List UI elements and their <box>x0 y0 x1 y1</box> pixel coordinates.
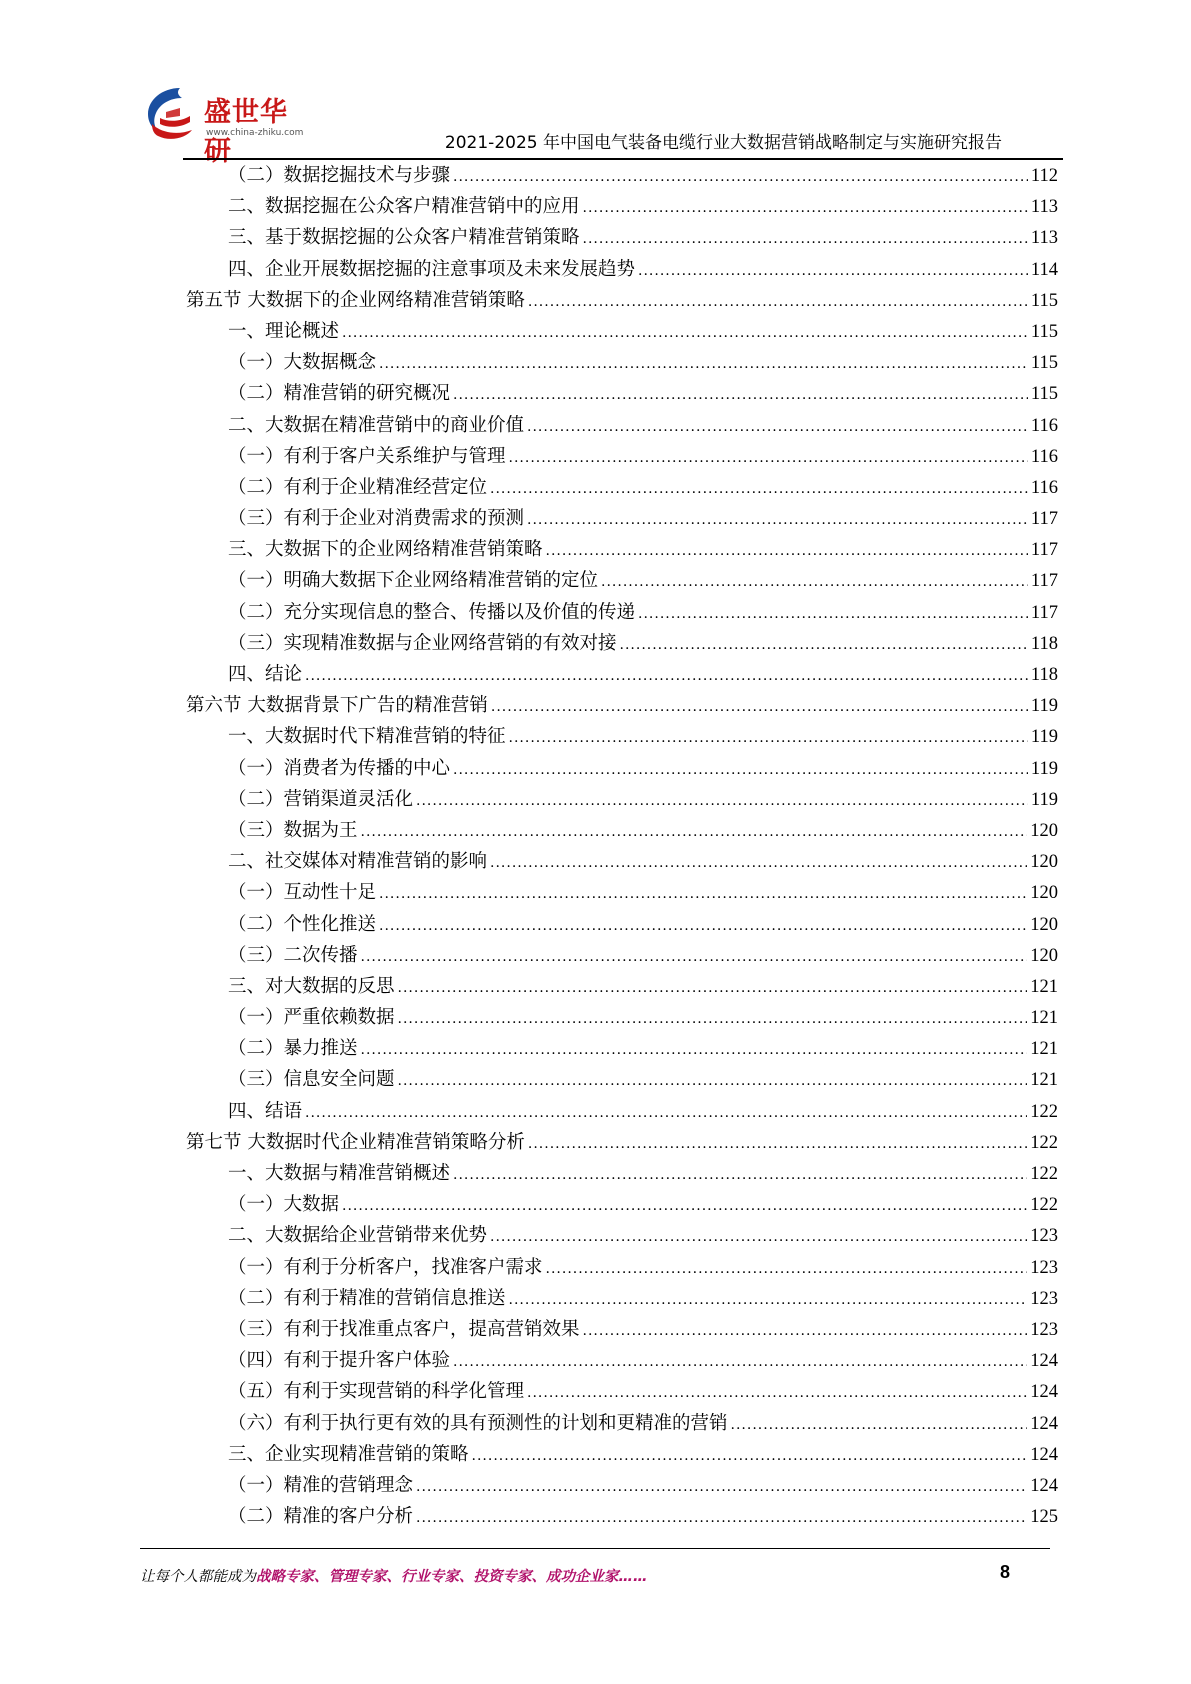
toc-entry-page: 120 <box>1030 914 1058 935</box>
toc-entry-page: 116 <box>1030 477 1058 498</box>
toc-entry-page: 121 <box>1030 1008 1058 1029</box>
toc-entry-title: （二）个性化推送 <box>228 913 377 935</box>
toc-entry-page: 112 <box>1030 166 1058 186</box>
toc-leader-dots <box>527 412 1028 443</box>
toc-entry-page: 119 <box>1030 758 1058 779</box>
toc-entry-title: 三、大数据下的企业网络精准营销策略 <box>228 539 543 561</box>
toc-leader-dots <box>509 1285 1028 1316</box>
toc-entry-page: 122 <box>1030 1164 1058 1184</box>
toc-entry[interactable] <box>186 378 1058 409</box>
toc-entry-page: 121 <box>1030 1039 1058 1060</box>
toc-entry-page: 114 <box>1030 259 1058 280</box>
toc-entry[interactable] <box>186 1220 1058 1251</box>
report-title: 2021-2025 年中国电气装备电缆行业大数据营销战略制定与实施研究报告 <box>444 133 1002 153</box>
toc-entry-page: 120 <box>1030 883 1058 904</box>
toc-leader-dots <box>528 287 1028 318</box>
toc-entry[interactable] <box>186 316 1058 347</box>
toc-entry-title: 二、大数据给企业营销带来优势 <box>228 1225 488 1247</box>
toc-entry-title: 三、对大数据的反思 <box>228 975 395 997</box>
toc-entry-page: 122 <box>1030 1132 1058 1153</box>
toc-entry-title: （二）暴力推送 <box>228 1038 358 1060</box>
toc-entry[interactable] <box>186 1096 1058 1127</box>
toc-leader-dots <box>453 1347 1027 1378</box>
toc-entry-title: （一）有利于客户关系维护与管理 <box>228 445 506 467</box>
toc-entry-title: （四）有利于提升客户体验 <box>228 1350 451 1372</box>
toc-entry[interactable] <box>186 1501 1058 1532</box>
toc-leader-dots <box>583 224 1028 255</box>
toc-leader-dots <box>638 256 1028 287</box>
toc-leader-dots <box>472 1441 1028 1472</box>
toc-entry-title: （一）互动性十足 <box>228 882 377 904</box>
toc-leader-dots <box>379 349 1028 380</box>
toc-leader-dots <box>583 193 1028 224</box>
toc-entry-page: 120 <box>1030 820 1058 841</box>
toc-entry-page: 122 <box>1030 1195 1058 1216</box>
toc-entry-page: 117 <box>1030 602 1058 623</box>
page-number: 8 <box>1000 1562 1011 1582</box>
logo-text: 盛世华研 <box>204 97 288 167</box>
toc-leader-dots <box>509 443 1028 474</box>
toc-entry[interactable] <box>186 1252 1058 1283</box>
toc-entry-page: 116 <box>1030 415 1058 436</box>
toc-entry-page: 124 <box>1030 1382 1058 1403</box>
toc-entry[interactable] <box>186 1064 1058 1095</box>
toc-entry-page: 118 <box>1030 633 1058 654</box>
company-logo <box>140 82 310 167</box>
toc-leader-dots <box>509 723 1028 754</box>
toc-leader-dots <box>398 1004 1028 1035</box>
toc-entry-title: （二）充分实现信息的整合、传播以及价值的传递 <box>228 601 636 623</box>
toc-entry-page: 121 <box>1030 976 1058 997</box>
toc-entry-title: （一）大数据 <box>228 1194 340 1216</box>
toc-entry[interactable] <box>186 628 1058 659</box>
toc-entry[interactable] <box>186 846 1058 877</box>
toc-leader-dots <box>453 380 1028 411</box>
toc-entry-page: 117 <box>1030 571 1058 592</box>
toc-entry-title: （二）营销渠道灵活化 <box>228 788 414 810</box>
toc-entry-page: 123 <box>1030 1226 1058 1247</box>
toc-entry[interactable] <box>186 565 1058 596</box>
toc-entry[interactable] <box>186 191 1058 222</box>
toc-entry[interactable] <box>186 1127 1058 1158</box>
toc-entry-page: 122 <box>1030 1101 1058 1122</box>
toc-leader-dots <box>416 786 1028 817</box>
toc-entry-title: 二、数据挖掘在公众客户精准营销中的应用 <box>228 196 580 218</box>
toc-entry-title: （二）数据挖掘技术与步骤 <box>228 165 451 186</box>
toc-entry-page: 124 <box>1030 1351 1058 1372</box>
toc-entry-page: 125 <box>1030 1507 1058 1528</box>
toc-entry-title: （一）大数据概念 <box>228 352 377 374</box>
toc-entry[interactable] <box>186 503 1058 534</box>
toc-entry-title: 四、企业开展数据挖掘的注意事项及未来发展趋势 <box>228 258 636 280</box>
toc-entry-page: 115 <box>1030 290 1058 311</box>
toc-leader-dots <box>379 879 1027 910</box>
toc-entry[interactable] <box>186 721 1058 752</box>
toc-entry-page: 118 <box>1030 665 1058 685</box>
toc-entry-title: （三）有利于找准重点客户，提高营销效果 <box>228 1318 580 1340</box>
toc-entry[interactable] <box>186 1283 1058 1314</box>
toc-entry-page: 123 <box>1030 1319 1058 1340</box>
toc-entry[interactable] <box>186 597 1058 628</box>
toc-leader-dots <box>583 1316 1028 1347</box>
footer-prefix: 让每个人都能成为 <box>140 1569 256 1585</box>
toc-leader-dots <box>416 1503 1027 1534</box>
toc-entry[interactable] <box>186 160 1058 191</box>
toc-entry-title: 四、结语 <box>228 1100 303 1122</box>
toc-entry[interactable] <box>186 877 1058 908</box>
toc-entry-title: 一、大数据时代下精准营销的特征 <box>228 726 506 748</box>
toc-entry-title: （五）有利于实现营销的科学化管理 <box>228 1381 525 1403</box>
toc-entry[interactable] <box>186 441 1058 472</box>
toc-leader-dots <box>305 661 1028 692</box>
toc-entry[interactable] <box>186 472 1058 503</box>
toc-entry[interactable] <box>186 285 1058 316</box>
toc-leader-dots <box>546 536 1028 567</box>
toc-entry-title: 第五节 大数据下的企业网络精准营销策略 <box>186 289 525 311</box>
toc-entry-title: 二、社交媒体对精准营销的影响 <box>228 851 488 873</box>
toc-leader-dots <box>361 942 1028 973</box>
toc-entry-title: （二）精准的客户分析 <box>228 1506 414 1528</box>
toc-entry[interactable] <box>186 534 1058 565</box>
toc-entry-page: 120 <box>1030 852 1058 873</box>
toc-entry-page: 113 <box>1030 197 1058 218</box>
toc-leader-dots <box>527 505 1028 536</box>
toc-leader-dots <box>490 1222 1027 1253</box>
toc-entry-page: 123 <box>1030 1257 1058 1278</box>
toc-entry[interactable] <box>186 659 1058 690</box>
footer-slogan <box>140 1565 1020 1586</box>
toc-entry[interactable] <box>186 347 1058 378</box>
toc-entry-title: （三）实现精准数据与企业网络营销的有效对接 <box>228 632 617 654</box>
toc-entry[interactable] <box>186 1033 1058 1064</box>
footer-highlight: 战略专家、管理专家、行业专家、投资专家、成功企业家…… <box>256 1569 648 1585</box>
toc-entry-title: 第六节 大数据背景下广告的精准营销 <box>186 695 488 717</box>
toc-entry-title: （三）数据为王 <box>228 819 358 841</box>
toc-entry-title: 一、理论概述 <box>228 320 340 342</box>
toc-entry-page: 117 <box>1030 509 1058 530</box>
toc-entry[interactable] <box>186 1408 1058 1439</box>
toc-entry-title: （一）明确大数据下企业网络精准营销的定位 <box>228 570 599 592</box>
toc-entry[interactable] <box>186 1470 1058 1501</box>
toc-entry[interactable] <box>186 1189 1058 1220</box>
toc-entry-title: 二、大数据在精准营销中的商业价值 <box>228 414 525 436</box>
toc-entry-page: 115 <box>1030 321 1058 342</box>
toc-entry-title: （一）精准的营销理念 <box>228 1474 414 1496</box>
toc-leader-dots <box>398 1066 1028 1097</box>
toc-leader-dots <box>490 848 1027 879</box>
footer-divider <box>140 1548 1050 1549</box>
toc-leader-dots <box>528 1129 1027 1160</box>
toc-leader-dots <box>491 692 1028 723</box>
toc-entry[interactable] <box>186 1158 1058 1189</box>
toc-leader-dots <box>342 1191 1027 1222</box>
toc-entry[interactable] <box>186 753 1058 784</box>
toc-entry-title: （三）信息安全问题 <box>228 1069 395 1091</box>
toc-entry-title: （二）有利于企业精准经营定位 <box>228 476 488 498</box>
toc-entry-title: 三、基于数据挖掘的公众客户精准营销策略 <box>228 227 580 249</box>
toc-entry[interactable] <box>186 784 1058 815</box>
toc-entry-page: 117 <box>1030 540 1058 561</box>
toc-leader-dots <box>453 1160 1027 1191</box>
toc-entry-page: 113 <box>1030 228 1058 249</box>
toc-entry-page: 123 <box>1030 1288 1058 1309</box>
toc-entry-title: （二）精准营销的研究概况 <box>228 383 451 405</box>
toc-leader-dots <box>453 162 1028 193</box>
toc-entry-page: 124 <box>1030 1413 1058 1434</box>
toc-leader-dots <box>638 599 1028 630</box>
toc-entry[interactable] <box>186 222 1058 253</box>
toc-leader-dots <box>527 1378 1027 1409</box>
toc-leader-dots <box>361 1035 1028 1066</box>
toc-entry[interactable] <box>186 1376 1058 1407</box>
toc-leader-dots <box>342 318 1028 349</box>
toc-leader-dots <box>546 1254 1028 1285</box>
toc-entry-title: 第七节 大数据时代企业精准营销策略分析 <box>186 1131 525 1153</box>
toc-entry-title: （一）消费者为传播的中心 <box>228 757 451 779</box>
table-of-contents <box>186 160 1058 1532</box>
toc-entry[interactable] <box>186 971 1058 1002</box>
toc-entry-page: 119 <box>1030 696 1058 717</box>
toc-leader-dots <box>731 1410 1028 1441</box>
toc-leader-dots <box>379 911 1027 942</box>
toc-entry[interactable] <box>186 254 1058 285</box>
toc-entry[interactable] <box>186 410 1058 441</box>
toc-leader-dots <box>398 973 1028 1004</box>
toc-entry-page: 115 <box>1030 384 1058 405</box>
toc-entry-title: （一）有利于分析客户，找准客户需求 <box>228 1256 543 1278</box>
toc-entry-page: 119 <box>1030 727 1058 748</box>
toc-entry-title: （三）有利于企业对消费需求的预测 <box>228 508 525 530</box>
toc-entry-title: （一）严重依赖数据 <box>228 1007 395 1029</box>
page-header <box>140 82 1060 167</box>
toc-entry-page: 120 <box>1030 945 1058 966</box>
toc-entry[interactable] <box>186 909 1058 940</box>
toc-entry-page: 121 <box>1030 1070 1058 1091</box>
toc-entry-page: 119 <box>1030 789 1058 810</box>
toc-leader-dots <box>453 755 1028 786</box>
toc-leader-dots <box>305 1098 1027 1129</box>
toc-entry[interactable] <box>186 1439 1058 1470</box>
logo-url: www.china-zhiku.com <box>206 128 304 138</box>
toc-entry-page: 116 <box>1030 446 1058 467</box>
toc-entry-title: 四、结论 <box>228 664 303 685</box>
toc-entry-title: 一、大数据与精准营销概述 <box>228 1163 451 1184</box>
toc-entry-page: 124 <box>1030 1444 1058 1465</box>
toc-entry-title: （六）有利于执行更有效的具有预测性的计划和更精准的营销 <box>228 1412 728 1434</box>
toc-entry[interactable] <box>186 940 1058 971</box>
toc-leader-dots <box>361 817 1028 848</box>
toc-entry[interactable] <box>186 690 1058 721</box>
toc-leader-dots <box>620 630 1028 661</box>
toc-entry[interactable] <box>186 1314 1058 1345</box>
logo-swoosh-icon <box>140 82 206 146</box>
toc-leader-dots <box>490 474 1028 505</box>
toc-entry[interactable] <box>186 1345 1058 1376</box>
toc-entry-page: 124 <box>1030 1475 1058 1496</box>
toc-entry-page: 115 <box>1030 353 1058 374</box>
toc-entry-title: （二）有利于精准的营销信息推送 <box>228 1287 506 1309</box>
toc-leader-dots <box>601 567 1028 598</box>
toc-entry-title: 三、企业实现精准营销的策略 <box>228 1443 469 1465</box>
toc-leader-dots <box>416 1472 1027 1503</box>
toc-entry-title: （三）二次传播 <box>228 944 358 966</box>
toc-entry[interactable] <box>186 815 1058 846</box>
toc-entry[interactable] <box>186 1002 1058 1033</box>
